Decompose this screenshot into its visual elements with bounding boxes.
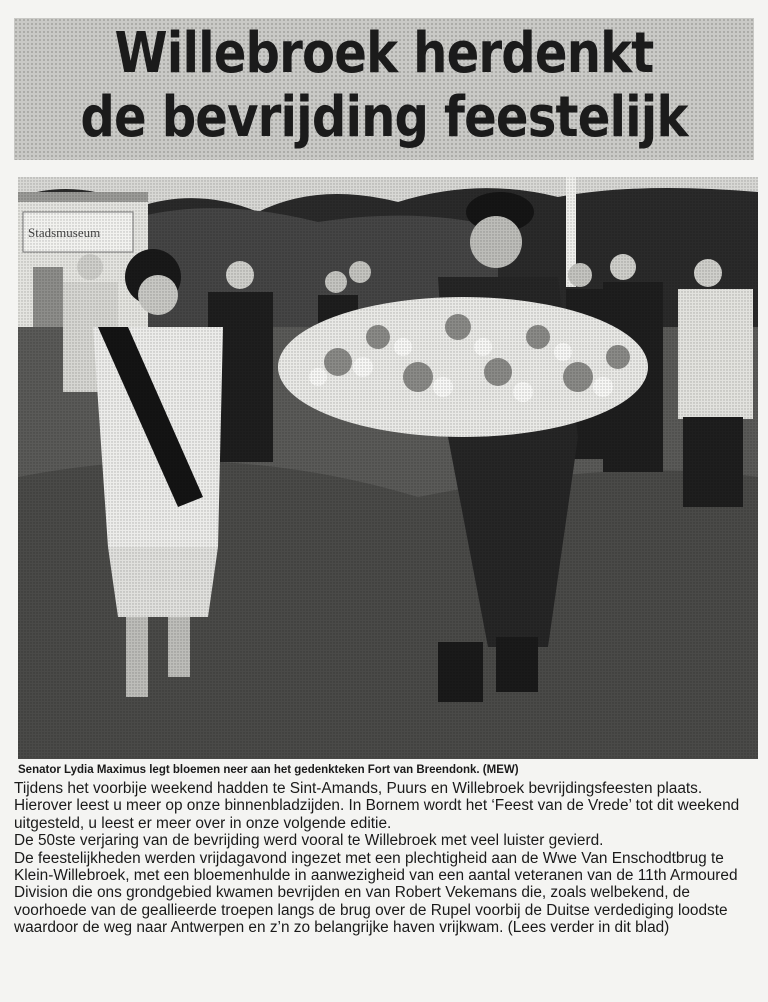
- headline-line-1: Willebroek herdenkt: [114, 21, 654, 86]
- article-body: [14, 780, 758, 937]
- article-paragraph: De feestelijkheden werden vrijdagavond ingezet met een plechtigheid aan de Wwe Van Enschodtbrug te Klein-Willebroek, met een bloemenhulde in aanwezigheid van een aantal veteranen van de 11th Armoured Division die ons grondgebied kwamen bevrijden en van Robert Vekemans die, zoals welbekend, de voorhoede van de geallieerde troepen langs de brug over de Rupel voorbij de Duitse verdediging loodste waardoor de weg naar Antwerpen en z’n zo belangrijke haven vrijkwam. (Lees verder in dit blad): [14, 849, 738, 937]
- headline: [66, 22, 702, 150]
- article-paragraph: Tijdens het voorbije weekend hadden te Sint-Amands, Puurs en Willebroek bevrijdingsfeesten plaats. Hierover leest u meer op onze binnenbladzijden. In Bornem wordt het ‘Feest van de Vrede’ tot dit weekend uitgesteld, u leest er meer over in onze volgende editie.: [14, 780, 740, 832]
- photo-caption: Senator Lydia Maximus legt bloemen neer aan het gedenkteken Fort van Breendonk. (MEW): [18, 764, 519, 776]
- news-photo: [18, 177, 758, 759]
- headline-line-2: de bevrijding feestelijk: [80, 85, 688, 150]
- article-paragraph: De 50ste verjaring van de bevrijding werd vooral te Willebroek met veel luister gevierd.: [14, 832, 604, 850]
- photo-illustration: [18, 177, 758, 759]
